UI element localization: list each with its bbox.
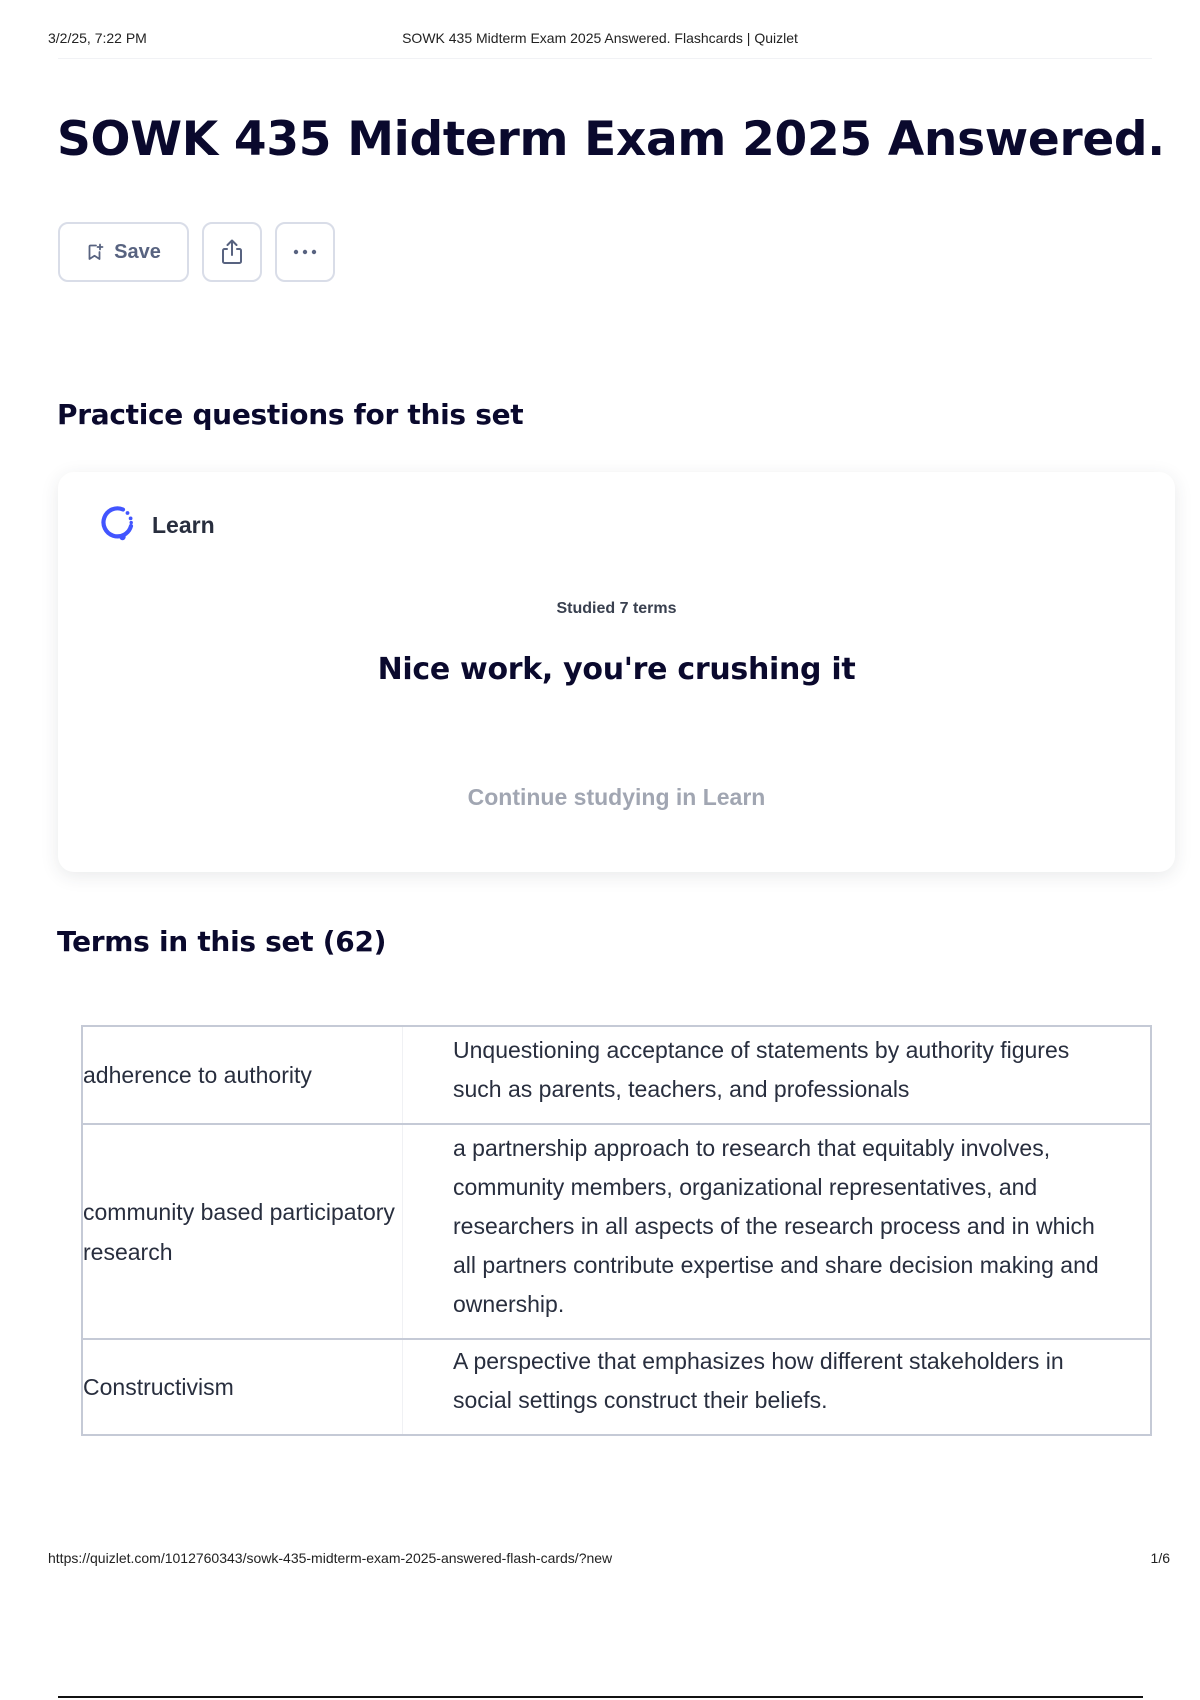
bookmark-plus-icon — [86, 243, 104, 261]
progress-message: Nice work, you're crushing it — [377, 652, 856, 687]
learn-progress-icon — [96, 502, 138, 549]
print-page-number: 1/6 — [1150, 1550, 1170, 1566]
more-horizontal-icon — [291, 248, 319, 256]
save-label: Save — [114, 240, 161, 263]
learn-label: Learn — [152, 512, 215, 538]
terms-table — [81, 1025, 1152, 1436]
term-text: community based participatory research — [83, 1125, 403, 1338]
terms-heading: Terms in this set (62) — [57, 925, 387, 958]
print-header — [48, 30, 1152, 50]
save-button[interactable] — [58, 222, 189, 282]
print-datetime: 3/2/25, 7:22 PM — [48, 30, 147, 46]
print-page-title: SOWK 435 Midterm Exam 2025 Answered. Flashcards | Quizlet — [402, 30, 798, 46]
bottom-divider — [58, 1696, 1143, 1698]
table-row — [83, 1340, 1150, 1436]
term-text: Constructivism — [83, 1340, 403, 1434]
print-url: https://quizlet.com/1012760343/sowk-435-midterm-exam-2025-answered-flash-cards/?new — [48, 1550, 613, 1566]
learn-header — [96, 502, 215, 549]
practice-heading: Practice questions for this set — [57, 398, 524, 431]
definition-text: Unquestioning acceptance of statements by authority figures such as parents, teachers, and professionals — [453, 1037, 1070, 1102]
more-options-button[interactable] — [275, 222, 335, 282]
table-row — [83, 1125, 1150, 1340]
set-title: SOWK 435 Midterm Exam 2025 Answered. — [57, 112, 1165, 167]
set-toolbar — [58, 222, 335, 282]
continue-learn-link[interactable]: Continue studying in Learn — [467, 784, 766, 810]
studied-count: Studied 7 terms — [556, 600, 677, 617]
share-icon — [217, 237, 247, 267]
term-text: adherence to authority — [83, 1027, 403, 1123]
share-button[interactable] — [202, 222, 262, 282]
header-divider — [58, 58, 1152, 59]
definition-text: A perspective that emphasizes how different stakeholders in social settings construct their beliefs. — [453, 1348, 1064, 1413]
learn-card[interactable] — [58, 472, 1175, 872]
table-row — [83, 1027, 1150, 1125]
definition-text: a partnership approach to research that equitably involves, community members, organizational representatives, and researchers in all aspects of the research process and in which all partners contribute expertise and share decision making and ownership. — [453, 1135, 1099, 1317]
